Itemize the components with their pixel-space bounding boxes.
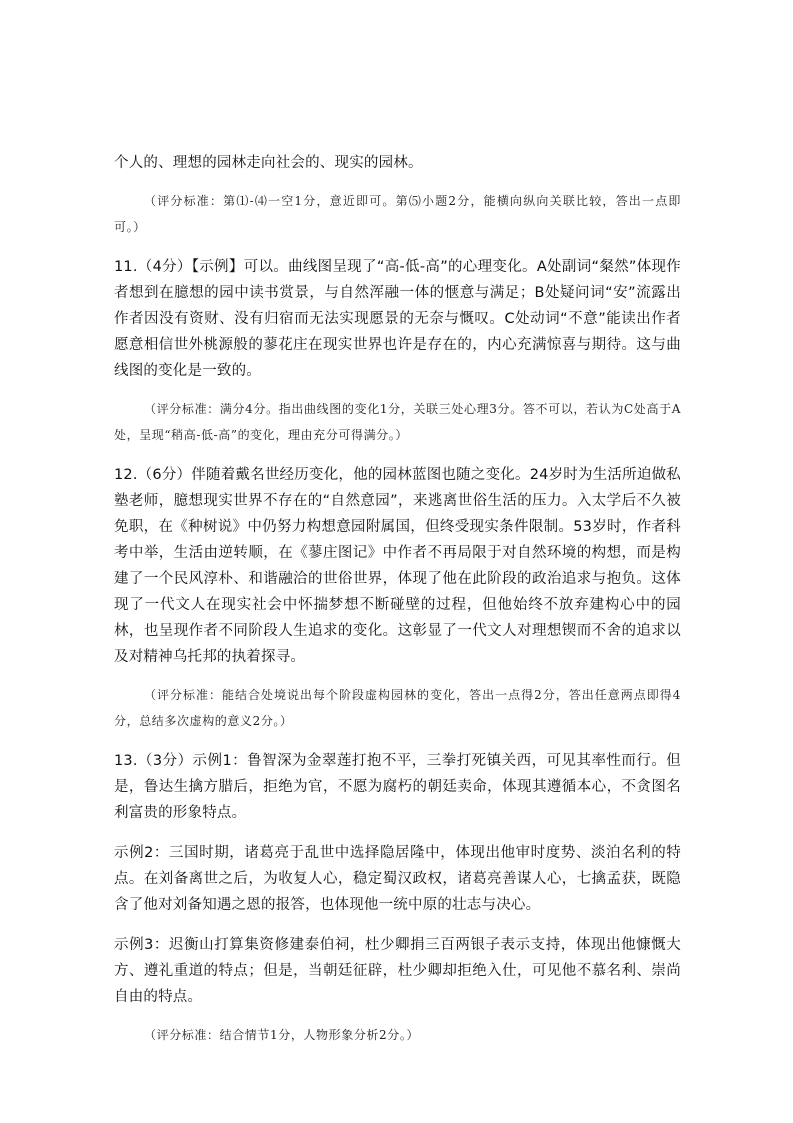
answer-q13-example-3: 示例3：迟衡山打算集资修建泰伯祠，杜少卿捐三百两银子表示支持，体现出他慷慨大方、遵礼重道的特点；但是，当朝廷征辟，杜少卿却拒绝入仕，可见他不慕名利、崇尚自由的特点。 [114,937,681,1005]
answer-q13-example-1: 13.（3分）示例1：鲁智深为金翠莲打抱不平，三拳打死镇关西，可见其率性而行。但是，鲁达生擒方腊后，拒绝为官，不愿为腐朽的朝廷卖命，体现其遵循本心，不贪图名利富贵的形象特点。 [114,753,681,821]
document-page [114,150,681,1048]
scoring-note-q13: （评分标准：结合情节1分，人物形象分析2分。） [144,1028,420,1042]
answer-q12: 12.（6分）伴随着戴名世经历变化，他的园林蓝图也随之变化。24岁时为生活所迫做私塾老师，臆想现实世界不存在的“自然意园”，来逃离世俗生活的压力。入太学后不久被免职，在《种树说》中仍努力构想意园附属国，但终受现实条件限制。53岁时，作者科考中举，生活由逆转顺，在《蓼庄图记》中作者不再局限于对自然环境的构想，而是构建了一个民风淳朴、和谐融洽的世俗世界，体现了他在此阶段的政治追求与抱负。这体现了一代文人在现实社会中怀揣梦想不断碰壁的过程，但他始终不放弃建构心中的园林，也呈现作者不同阶段人生追求的变化。这彰显了一代文人对理想锲而不舍的追求以及对精神乌托邦的执着探寻。 [114,467,681,665]
answer-q13-example-2: 示例2：三国时期，诸葛亮于乱世中选择隐居隆中，体现出他审时度势、淡泊名利的特点。在刘备离世之后，为收复人心，稳定蜀汉政权，诸葛亮善谋人心，七擒孟获，既隐含了他对刘备知遇之恩的报答，也体现他一统中原的壮志与决心。 [114,845,681,913]
answer-continuation: 个人的、理想的园林走向社会的、现实的园林。 [114,155,423,171]
scoring-note-q10: （评分标准：第⑴-⑷一空1分，意近即可。第⑸小题2分，能横向纵向关联比较，答出一点即可。） [114,194,681,234]
scoring-note-q11: （评分标准：满分4分。指出曲线图的变化1分，关联三处心理3分。答不可以，若认为C处高于A处，呈现“稍高-低-高”的变化，理由充分可得满分。） [114,402,681,442]
scoring-note-q12: （评分标准：能结合处境说出每个阶段虚构园林的变化，答出一点得2分，答出任意两点即得4分，总结多次虚构的意义2分。） [114,688,681,728]
answer-q11: 11.（4分）【示例】可以。曲线图呈现了“高-低-高”的心理变化。A处副词“粲然”体现作者想到在臆想的园中读书赏景，与自然浑融一体的惬意与满足；B处疑问词“安”流露出作者因没有资财、没有归宿而无法实现愿景的无奈与慨叹。C处动词“不意”能读出作者愿意相信世外桃源般的蓼花庄在现实世界也许是存在的，内心充满惊喜与期待。这与曲线图的变化是一致的。 [114,259,681,379]
